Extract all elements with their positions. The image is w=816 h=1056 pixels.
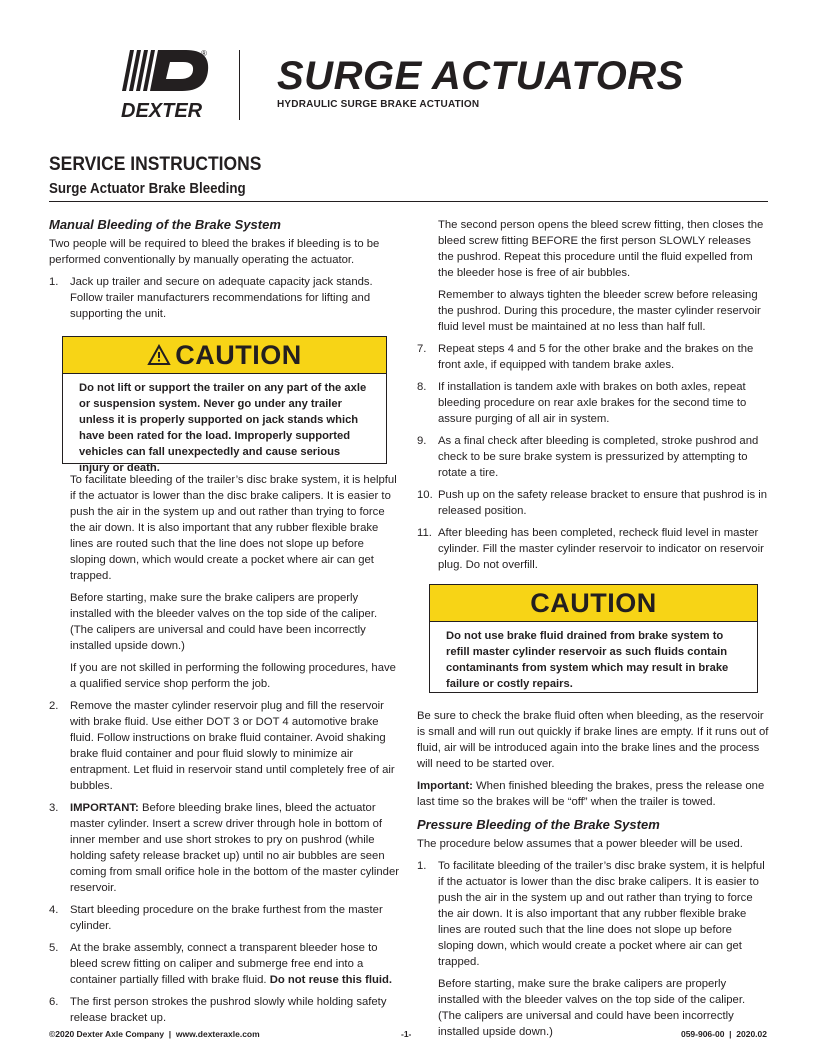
caution-banner: [430, 585, 757, 622]
power-bleeder-paragraph: The procedure below assumes that a power bleeder will be used.: [417, 838, 743, 850]
step-warning: Do not reuse this fluid.: [269, 974, 393, 986]
continued-paragraph-1: The second person opens the bleed screw fitting, then closes the bleed screw fitting BEFORE the first person SLOWLY releases the pushrod. Repeat this procedure until the fluid expelled from the bleeder hose is free of air bubbles.: [438, 219, 764, 279]
step-text: To facilitate bleeding of the trailer’s disc brake system, it is helpful if the actuator is lower than the disc brake calipers. It is easier to push the air in the system up and out rather than trying to force the air down. It is also important that any rubber flexible brake lines are routed such that the line does not slope up before sloping down, which would create a pocket where air can get trapped.: [438, 860, 765, 968]
pressure-step-1: [417, 858, 769, 970]
step-text: If installation is tandem axle with brakes on both axles, repeat bleeding procedure on rear axle brakes for the second time to assure purging of all air in system.: [438, 381, 747, 425]
step-text: Jack up trailer and secure on adequate capacity jack stands. Follow trailer manufacturers recommendations for lifting and supporting the unit.: [70, 276, 373, 320]
left-column-continued: [49, 472, 401, 1026]
page-title: SURGE ACTUATORS: [277, 54, 684, 98]
important-text: When finished bleeding the brakes, press the release one last time so the brakes will be “off” when the trailer is towed.: [417, 780, 765, 808]
step-5: [49, 940, 401, 988]
step-3: [49, 800, 401, 896]
left-column: [49, 217, 401, 322]
step-text: The first person strokes the pushrod slowly while holding safety release bracket up.: [70, 996, 387, 1024]
caution-box-1: [62, 336, 387, 474]
facilitate-paragraph: To facilitate bleeding of the trailer’s disc brake system, it is helpful if the actuator is lower than the disc brake calipers. It is easier to push the air in the system up and out rather than trying to force the air down. It is also important that any rubber flexible brake lines are routed such that the line does not slope up before sloping down, which would create a pocket where air can get trapped.: [70, 474, 397, 582]
step-text: Repeat steps 4 and 5 for the other brake and the brakes on the front axle, if equipped with tandem brake axles.: [438, 343, 754, 371]
step-text: As a final check after bleeding is completed, stroke pushrod and check to be sure brake system is pressurized by attempting to rotate a tire.: [438, 435, 759, 479]
step-number: 9.: [417, 435, 427, 447]
warning-triangle-icon: [147, 344, 171, 366]
step-4: [49, 902, 401, 934]
dexter-logo: [118, 47, 218, 121]
step-text: [70, 800, 401, 896]
step-number: 11.: [417, 527, 432, 539]
step-9: [417, 433, 769, 481]
right-column: [417, 217, 769, 573]
manual-bleeding-heading: Manual Bleeding of the Brake System: [49, 217, 281, 232]
step-number: 10.: [417, 489, 433, 501]
registered-mark: ®: [201, 49, 207, 58]
step-text: After bleeding has been completed, recheck fluid level in master cylinder. Fill the master cylinder reservoir to indicator on reservoir plug. Do not overfill.: [438, 527, 764, 571]
pressure-before-starting-paragraph: Before starting, make sure the brake calipers are properly installed with the bleeder valves on the top side of the caliper. (The calipers are universal and could have been incorrectly installed upside down.): [438, 978, 746, 1038]
intro-paragraph: Two people will be required to bleed the brakes if bleeding is to be performed conventionally by manually operating the actuator.: [49, 238, 380, 266]
header-divider: [239, 50, 240, 120]
step-number: 6.: [49, 996, 59, 1008]
step-text: [70, 940, 401, 988]
check-fluid-paragraph: Be sure to check the brake fluid often when bleeding, as the reservoir is small and will run out quickly if brake lines are empty. If it runs out of fluid, air will be introduced again into the brake lines and the process will need to be started over.: [417, 710, 769, 770]
before-starting-paragraph: Before starting, make sure the brake calipers are properly installed with the bleeder valves on the top side of the caliper. (The calipers are universal and could have been incorrectly installed upside down.): [70, 592, 378, 652]
important-label: Important:: [417, 780, 473, 792]
caution-box-2: [429, 584, 758, 693]
footer-copyright: ©2020 Dexter Axle Company | www.dexteraxle.com: [49, 1029, 260, 1039]
step-number: 2.: [49, 700, 59, 712]
section-subtitle: Surge Actuator Brake Bleeding: [49, 181, 246, 197]
step-8: [417, 379, 769, 427]
continued-paragraph-2: Remember to always tighten the bleeder screw before releasing the pushrod. During this procedure, the master cylinder reservoir fluid level must be maintained at no less than half full.: [438, 289, 761, 333]
step-7: [417, 341, 769, 373]
step-text: Remove the master cylinder reservoir plug and fill the reservoir with brake fluid. Use either DOT 3 or DOT 4 automotive brake fluid. Follow instructions on brake fluid container. Avoid shaking brake fluid container and pour fluid slowly to minimize air entrapment. Let fluid in reservoir stand until completely free of air bubbles.: [70, 700, 395, 792]
section-rule: [49, 201, 768, 202]
step-text: Start bleeding procedure on the brake furthest from the master cylinder.: [70, 904, 383, 932]
step-number: 1.: [49, 276, 59, 288]
step-6: [49, 994, 401, 1026]
step-body: At the brake assembly, connect a transparent bleeder hose to bleed screw fitting on caliper and submerge free end into a container partially filled with brake fluid.: [70, 942, 378, 986]
step-number: 5.: [49, 942, 59, 954]
skill-paragraph: If you are not skilled in performing the following procedures, have a qualified service shop perform the job.: [70, 662, 396, 690]
caution-text: Do not lift or support the trailer on any part of the axle or suspension system. Never go under any trailer unless it is properly supported on jack stands which have been rated for the load. Improperly supported vehicles can fall unexpectedly and cause serious injury or death.: [79, 382, 367, 474]
step-1: [49, 274, 401, 322]
right-column-continued: [417, 708, 769, 1040]
dexter-logo-mark: [118, 47, 218, 121]
caution-text: Do not use brake fluid drained from brake system to refill master cylinder reservoir as such fluids contain contaminants from system which may result in brake failure or costly repairs.: [446, 630, 729, 690]
section-title: SERVICE INSTRUCTIONS: [49, 154, 262, 175]
footer-doc-number: 059-906-00 | 2020.02: [680, 1029, 767, 1039]
important-label: IMPORTANT:: [70, 802, 139, 814]
step-number: 3.: [49, 802, 59, 814]
step-2: [49, 698, 401, 794]
caution-banner: [63, 337, 386, 374]
step-number: 8.: [417, 381, 427, 393]
caution-label: CAUTION: [530, 588, 657, 618]
caution-label: CAUTION: [175, 340, 302, 370]
important-paragraph: [417, 778, 769, 810]
page-number: -1-: [401, 1029, 412, 1039]
page-subtitle: HYDRAULIC SURGE BRAKE ACTUATION: [277, 99, 480, 110]
step-text: Push up on the safety release bracket to ensure that pushrod is in released position.: [438, 489, 768, 517]
brand-name: DEXTER: [121, 100, 203, 121]
pressure-bleeding-heading: Pressure Bleeding of the Brake System: [417, 817, 660, 832]
step-10: [417, 487, 769, 519]
step-11: [417, 525, 769, 573]
step-number: 4.: [49, 904, 59, 916]
step-number: 1.: [417, 860, 427, 872]
step-body: Before bleeding brake lines, bleed the actuator master cylinder. Insert a screw driver through hole in bottom of inner member and use short strokes to pry on pushrod (while holding safety release bracket up) until no air bubbles are seen coming from small orifice hole in the bottom of the master cylinder reservoir.: [70, 802, 399, 894]
step-number: 7.: [417, 343, 427, 355]
